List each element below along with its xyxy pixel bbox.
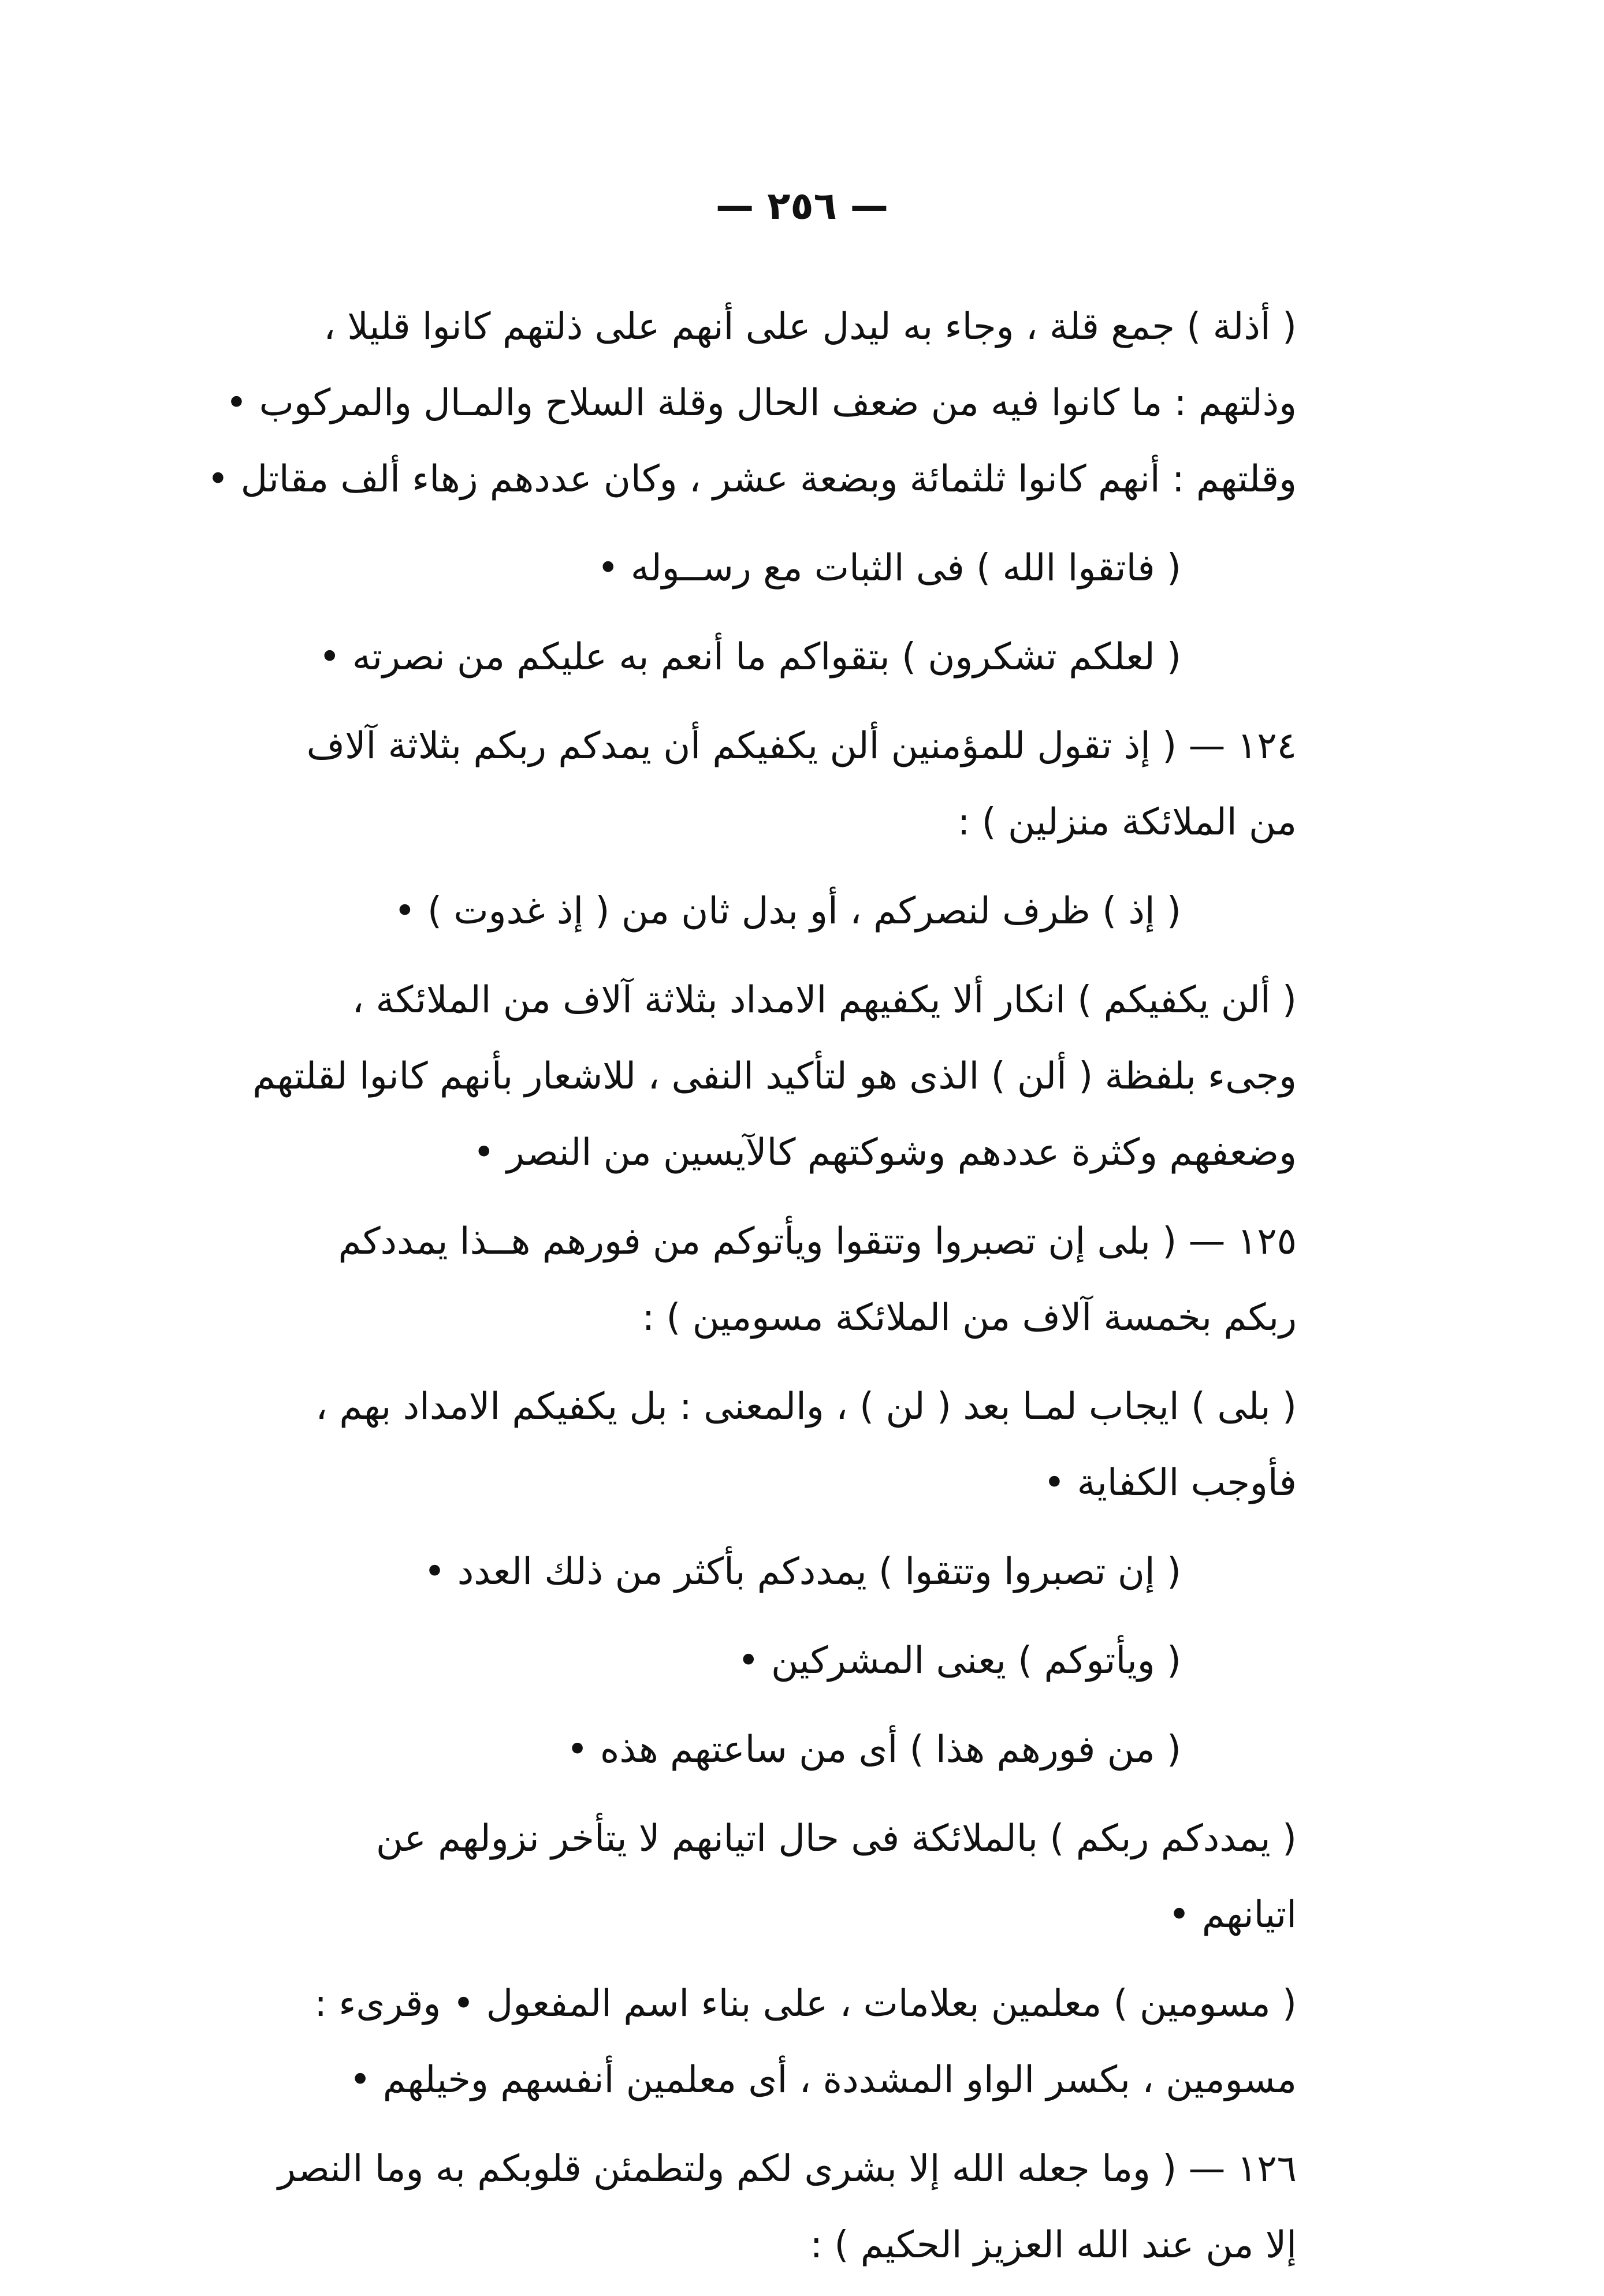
text-line: وذلتهم : ما كانوا فيه من ضعف الحال وقلة السلاح والمـال والمركوب • — [225, 382, 1297, 424]
body-text — [199, 289, 1297, 2296]
text-line: ١٢٥ — ( بلى إن تصبروا وتتقوا ويأتوكم من فورهم هــذا يمددكم — [338, 1220, 1297, 1263]
paragraph-alan-yakfikum — [199, 962, 1297, 1191]
text-line: ( يمددكم ربكم ) بالملائكة فى حال اتيانهم لا يتأخر نزولهم عن — [375, 1817, 1297, 1860]
paragraph-idh — [199, 873, 1297, 949]
paragraph-yatukum — [199, 1623, 1297, 1699]
text-line: من الملائكة منزلين ) : — [957, 801, 1297, 844]
paragraph-adhilla — [199, 289, 1297, 517]
page-number: — ٢٥٦ — — [716, 184, 888, 228]
text-line: ( إن تصبروا وتتقوا ) يمددكم بأكثر من ذلك العدد • — [423, 1550, 1181, 1593]
text-line: إلا من عند الله العزيز الحكيم ) : — [810, 2224, 1297, 2267]
text-line: ( إذ ) ظرف لنصركم ، أو بدل ثان من ( إذ غدوت ) • — [393, 890, 1181, 933]
paragraph-in-tasbiru — [199, 1534, 1297, 1610]
text-line: ( من فورهم هذا ) أى من ساعتهم هذه • — [566, 1728, 1181, 1771]
paragraph-tashkurun — [199, 619, 1297, 695]
text-line: ( ويأتوكم ) يعنى المشركين • — [737, 1639, 1181, 1682]
text-line: فأوجب الكفاية • — [1043, 1462, 1297, 1504]
text-line: ( مسومين ) معلمين بعلامات ، على بناء اسم المفعول • وقرىء : — [314, 1982, 1297, 2025]
text-line: مسومين ، بكسر الواو المشددة ، أى معلمين أنفسهم وخيلهم • — [349, 2059, 1297, 2101]
text-line: ربكم بخمسة آلاف من الملائكة مسومين ) : — [642, 1296, 1297, 1339]
text-line: وقلتهم : أنهم كانوا ثلثمائة وبضعة عشر ، وكان عددهم زهاء ألف مقاتل • — [207, 458, 1297, 501]
verse-125 — [199, 1203, 1297, 1356]
text-line: ١٢٦ — ( وما جعله الله إلا بشرى لكم ولتطمئن قلوبكم به وما النصر — [277, 2148, 1297, 2190]
text-line: ١٢٤ — ( إذ تقول للمؤمنين ألن يكفيكم أن يمدكم ربكم بثلاثة آلاف — [306, 725, 1297, 767]
text-line: ( لعلكم تشكرون ) بتقواكم ما أنعم به عليكم من نصرته • — [318, 636, 1181, 679]
text-line: ( أذلة ) جمع قلة ، وجاء به ليدل على أنهم على ذلتهم كانوا قليلا ، — [323, 305, 1297, 348]
text-line: ( بلى ) ايجاب لمـا بعد ( لن ) ، والمعنى : بل يكفيكم الامداد بهم ، — [315, 1385, 1297, 1428]
text-line: ( ألن يكفيكم ) انكار ألا يكفيهم الامداد بثلاثة آلاف من الملائكة ، — [352, 979, 1297, 1022]
paragraph-bala — [199, 1369, 1297, 1521]
paragraph-fattaqu — [199, 530, 1297, 606]
text-line: ( فاتقوا الله ) فى الثبات مع رســوله • — [597, 547, 1181, 590]
paragraph-min-fawrihim — [199, 1712, 1297, 1788]
text-line: وضعفهم وكثرة عددهم وشوكتهم كالآيسين من النصر • — [472, 1131, 1297, 1174]
text-line: وجىء بلفظة ( ألن ) الذى هو لتأكيد النفى ، للاشعار بأنهم كانوا لقلتهم — [252, 1055, 1297, 1098]
paragraph-musawwimin — [199, 1966, 1297, 2118]
paragraph-yumdidkum — [199, 1801, 1297, 1953]
text-line: اتيانهم • — [1168, 1894, 1297, 1936]
verse-126 — [199, 2131, 1297, 2283]
verse-124 — [199, 708, 1297, 860]
